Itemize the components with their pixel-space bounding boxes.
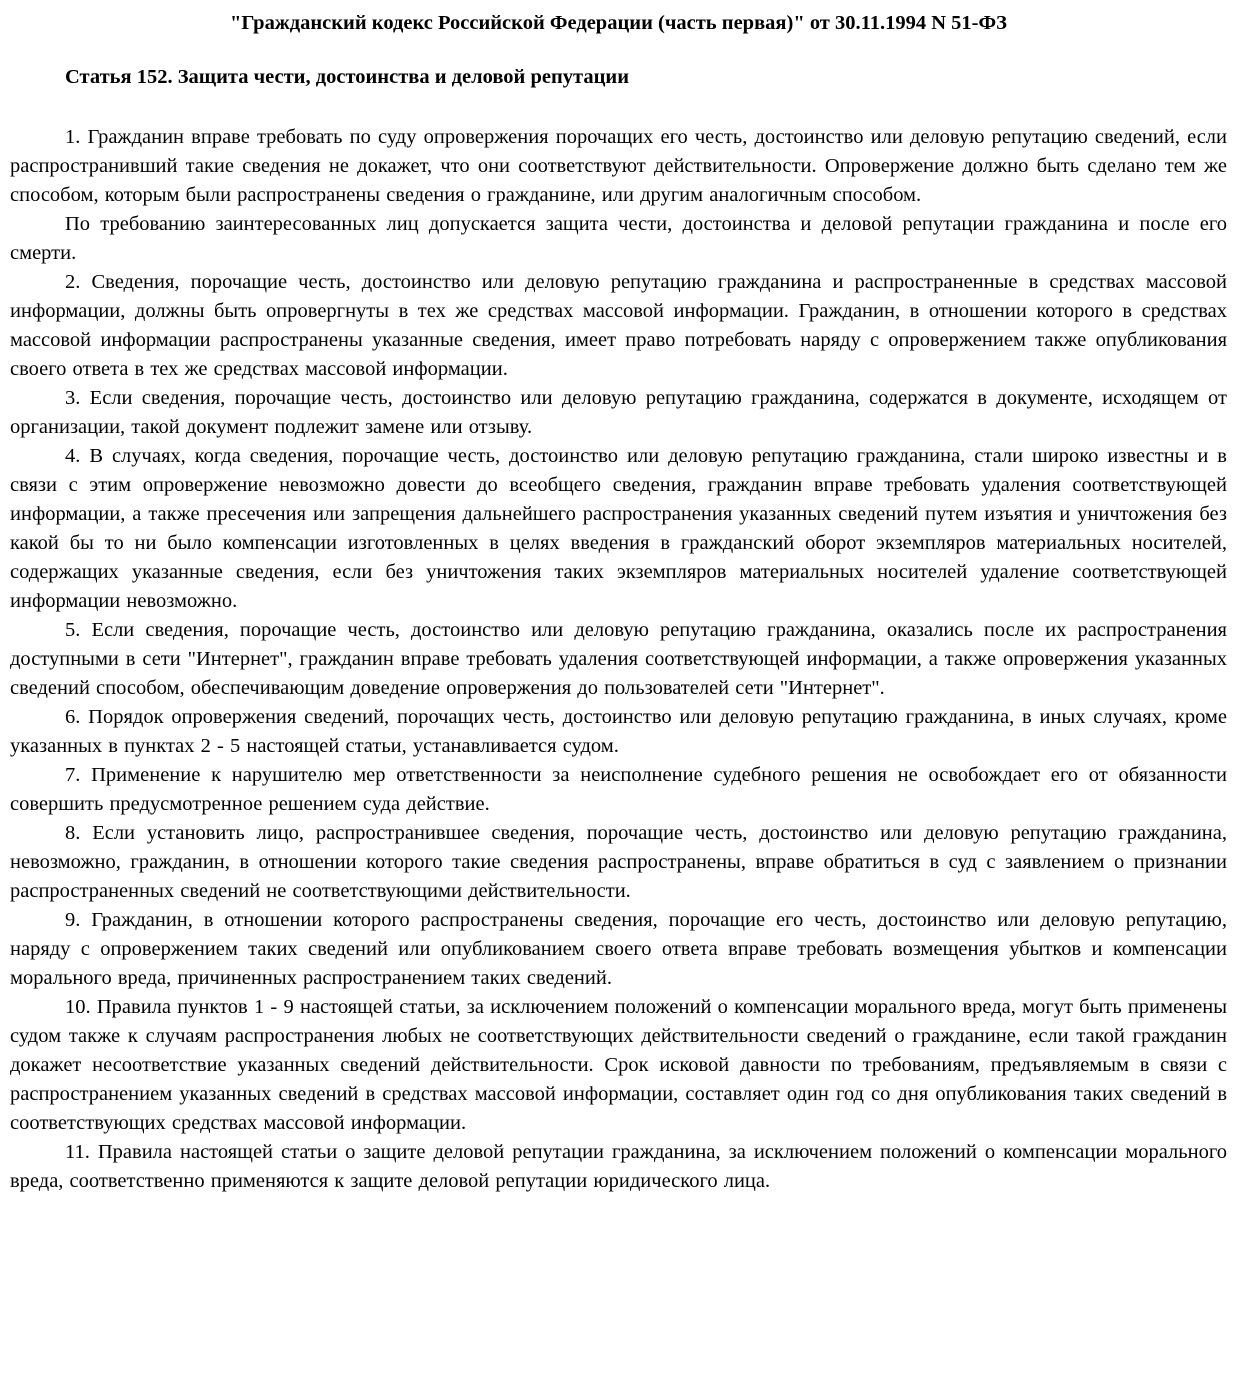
document-title: "Гражданский кодекс Российской Федерации (часть первая)" от 30.11.1994 N 51-ФЗ [230,12,1007,34]
paragraph: 4. В случаях, когда сведения, порочащие честь, достоинство или деловую репутацию гражданина, стали широко известны и в связи с этим опровержение невозможно довести до всеобщего сведения, гражданин вправе требовать удаления соответствующей информации, а также пресечения или запрещения дальнейшего распространения указанных сведений путем изъятия и уничтожения без какой бы то ни было компенсации изготовленных в целях введения в гражданский оборот экземпляров материальных носителей, содержащих указанные сведения, если без уничтожения таких экземпляров материальных носителей удаление соответствующей информации невозможно. [10,445,1227,612]
article-heading: Статья 152. Защита чести, достоинства и деловой репутации [65,66,630,88]
paragraph: 2. Сведения, порочащие честь, достоинство или деловую репутацию гражданина и распространенные в средствах массовой информации, должны быть опровергнуты в тех же средствах массовой информации. Гражданин, в отношении которого в средствах массовой информации распространены указанные сведения, имеет право потребовать наряду с опровержением также опубликования своего ответа в тех же средствах массовой информации. [10,271,1227,380]
paragraph: 7. Применение к нарушителю мер ответственности за неисполнение судебного решения не освобождает его от обязанности совершить предусмотренное решением суда действие. [10,764,1227,815]
paragraph: 10. Правила пунктов 1 - 9 настоящей статьи, за исключением положений о компенсации морального вреда, могут быть применены судом также к случаям распространения любых не соответствующих действительности сведений о гражданине, если такой гражданин докажет несоответствие указанных сведений действительности. Срок исковой давности по требованиям, предъявляемым в связи с распространением указанных сведений в средствах массовой информации, составляет один год со дня опубликования таких сведений в соответствующих средствах массовой информации. [10,996,1227,1134]
paragraph: 8. Если установить лицо, распространившее сведения, порочащие честь, достоинство или деловую репутацию гражданина, невозможно, гражданин, в отношении которого такие сведения распространены, вправе обратиться в суд с заявлением о признании распространенных сведений не соответствующими действительности. [10,822,1227,902]
paragraph: 3. Если сведения, порочащие честь, достоинство или деловую репутацию гражданина, содержатся в документе, исходящем от организации, такой документ подлежит замене или отзыву. [10,387,1227,438]
paragraph: По требованию заинтересованных лиц допускается защита чести, достоинства и деловой репутации гражданина и после его смерти. [10,213,1227,264]
paragraph: 1. Гражданин вправе требовать по суду опровержения порочащих его честь, достоинство или деловую репутацию сведений, если распространивший такие сведения не докажет, что они соответствуют действительности. Опровержение должно быть сделано тем же способом, которым были распространены сведения о гражданине, или другим аналогичным способом. [10,126,1227,206]
paragraph: 9. Гражданин, в отношении которого распространены сведения, порочащие его честь, достоинство или деловую репутацию, наряду с опровержением таких сведений или опубликованием своего ответа вправе требовать возмещения убытков и компенсации морального вреда, причиненных распространением таких сведений. [10,909,1227,989]
paragraph: 6. Порядок опровержения сведений, порочащих честь, достоинство или деловую репутацию гражданина, в иных случаях, кроме указанных в пунктах 2 - 5 настоящей статьи, устанавливается судом. [10,706,1227,757]
article-body [10,123,1227,1196]
paragraph: 5. Если сведения, порочащие честь, достоинство или деловую репутацию гражданина, оказались после их распространения доступными в сети "Интернет", гражданин вправе требовать удаления соответствующей информации, а также опровержения указанных сведений способом, обеспечивающим доведение опровержения до пользователей сети "Интернет". [10,619,1227,699]
paragraph: 11. Правила настоящей статьи о защите деловой репутации гражданина, за исключением положений о компенсации морального вреда, соответственно применяются к защите деловой репутации юридического лица. [10,1141,1227,1192]
